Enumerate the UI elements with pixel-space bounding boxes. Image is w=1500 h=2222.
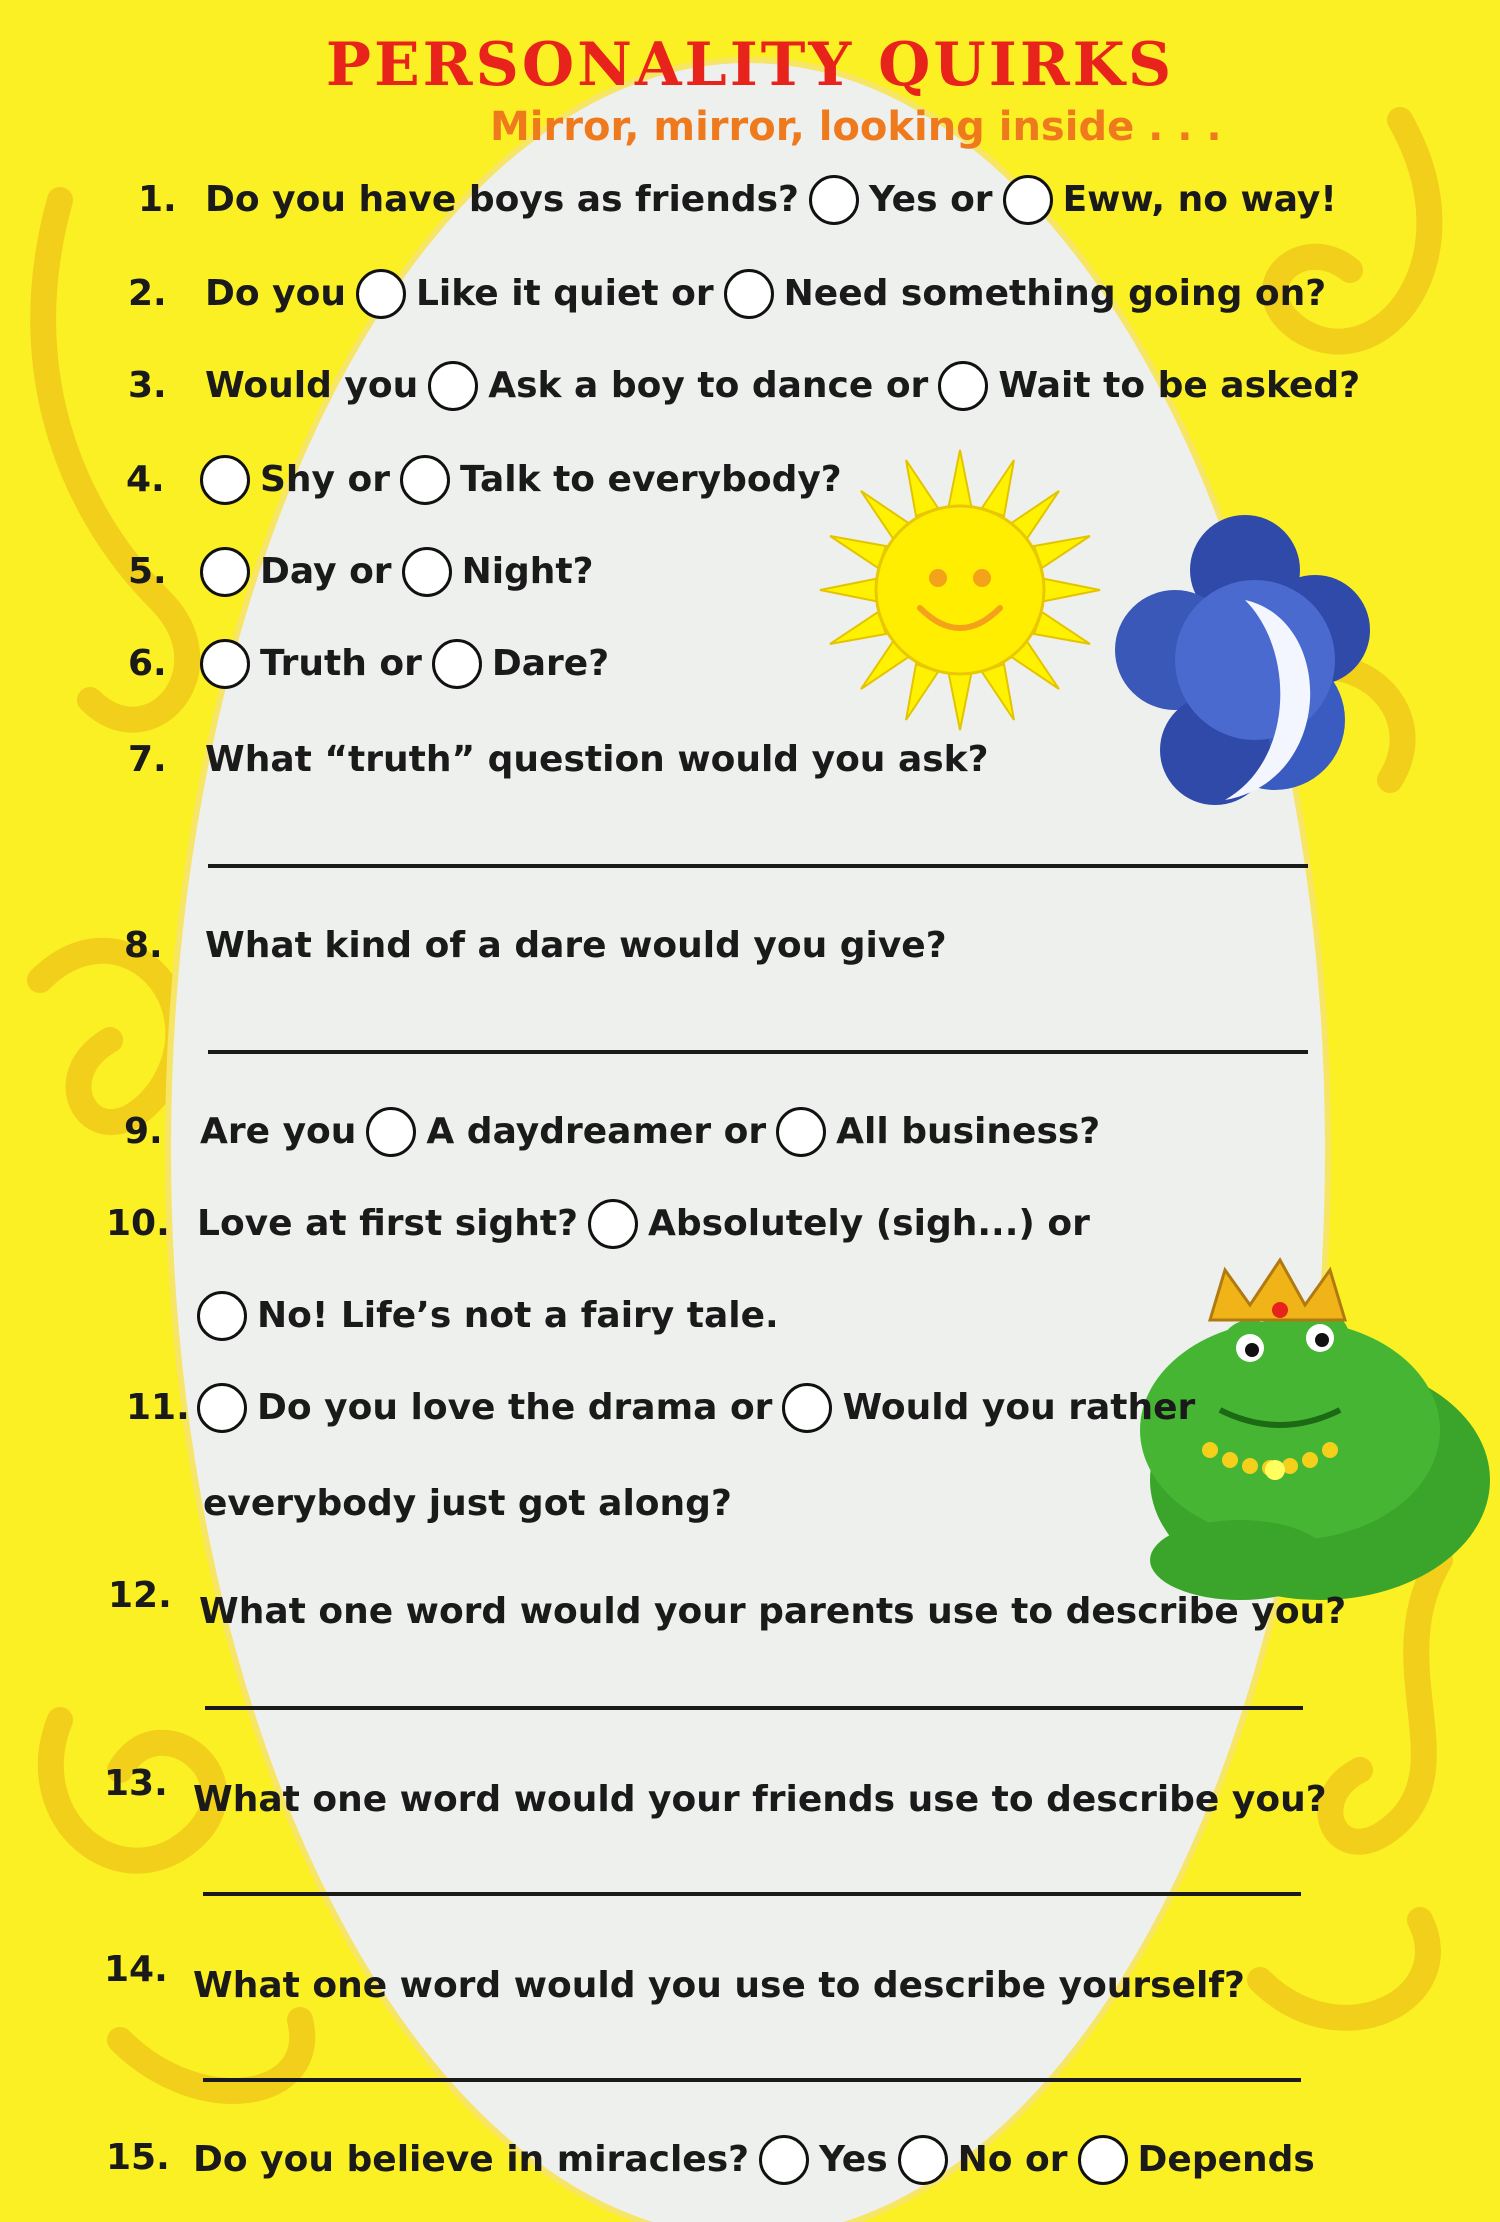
question-15 bbox=[193, 2132, 1315, 2188]
radio-no-way[interactable] bbox=[1003, 175, 1053, 225]
option-label: Yes or bbox=[868, 179, 993, 220]
radio-shy[interactable] bbox=[200, 455, 250, 505]
question-number: 8. bbox=[124, 925, 163, 966]
option-label: Like it quiet or bbox=[415, 273, 714, 314]
page-title: PERSONALITY QUIRKS bbox=[325, 30, 1175, 100]
question-10 bbox=[197, 1196, 1090, 1252]
radio-get-along[interactable] bbox=[782, 1383, 832, 1433]
question-text: Do you believe in miracles? bbox=[193, 2139, 750, 2180]
option-label: Absolutely (sigh...) or bbox=[648, 1203, 1090, 1244]
question-number: 7. bbox=[128, 739, 167, 780]
question-text: Do you bbox=[205, 273, 346, 314]
question-number: 4. bbox=[126, 459, 165, 500]
sun-icon bbox=[820, 450, 1100, 730]
option-label: Wait to be asked? bbox=[998, 365, 1361, 406]
radio-miracles-yes[interactable] bbox=[759, 2135, 809, 2185]
question-number: 11. bbox=[126, 1387, 190, 1428]
answer-line-7[interactable] bbox=[208, 864, 1308, 868]
option-label: No! Life’s not a fairy tale. bbox=[257, 1295, 779, 1336]
radio-love-drama[interactable] bbox=[197, 1383, 247, 1433]
answer-line-8[interactable] bbox=[208, 1050, 1308, 1054]
question-9 bbox=[200, 1104, 1100, 1160]
option-label: Would you rather bbox=[842, 1387, 1196, 1428]
option-label: Ask a boy to dance or bbox=[488, 365, 929, 406]
question-text: What “truth” question would you ask? bbox=[205, 739, 989, 780]
question-text: Would you bbox=[205, 365, 419, 406]
question-3 bbox=[205, 358, 1360, 414]
question-text: Are you bbox=[200, 1111, 357, 1152]
question-11-continued bbox=[203, 1476, 732, 1532]
question-text: Love at first sight? bbox=[197, 1203, 578, 1244]
page-subtitle: Mirror, mirror, looking inside . . . bbox=[490, 104, 1222, 150]
option-label: All business? bbox=[836, 1111, 1101, 1152]
question-2 bbox=[205, 266, 1326, 322]
question-1 bbox=[205, 172, 1337, 228]
question-number: 3. bbox=[128, 365, 167, 406]
radio-daydreamer[interactable] bbox=[366, 1107, 416, 1157]
question-number: 14. bbox=[104, 1949, 168, 1990]
question-8 bbox=[205, 918, 947, 974]
option-label: A daydreamer or bbox=[426, 1111, 767, 1152]
radio-absolutely[interactable] bbox=[588, 1199, 638, 1249]
question-text: What one word would your parents use to describe you? bbox=[199, 1591, 1347, 1632]
option-label: Shy or bbox=[260, 459, 391, 500]
question-text: What one word would your friends use to describe you? bbox=[193, 1779, 1327, 1820]
option-label: Depends bbox=[1137, 2139, 1315, 2180]
radio-talk[interactable] bbox=[400, 455, 450, 505]
question-number: 1. bbox=[138, 179, 177, 220]
radio-night[interactable] bbox=[402, 547, 452, 597]
option-label: Eww, no way! bbox=[1062, 179, 1337, 220]
radio-miracles-no[interactable] bbox=[898, 2135, 948, 2185]
question-11 bbox=[197, 1380, 1195, 1436]
question-6 bbox=[200, 636, 609, 692]
option-label: Dare? bbox=[491, 643, 610, 684]
option-label: Truth or bbox=[260, 643, 422, 684]
question-5 bbox=[200, 544, 594, 600]
question-text: Do you have boys as friends? bbox=[205, 179, 799, 220]
question-number: 13. bbox=[104, 1763, 168, 1804]
question-14 bbox=[193, 1958, 1245, 2014]
radio-all-business[interactable] bbox=[776, 1107, 826, 1157]
option-label: everybody just got along? bbox=[203, 1483, 732, 1524]
question-text: What kind of a dare would you give? bbox=[205, 925, 947, 966]
radio-dare[interactable] bbox=[432, 639, 482, 689]
question-number: 15. bbox=[106, 2137, 170, 2178]
answer-line-13[interactable] bbox=[203, 1892, 1301, 1896]
question-text: What one word would you use to describe yourself? bbox=[193, 1965, 1245, 2006]
radio-something-going-on[interactable] bbox=[724, 269, 774, 319]
question-number: 2. bbox=[128, 273, 167, 314]
option-label: Talk to everybody? bbox=[460, 459, 842, 500]
option-label: Need something going on? bbox=[783, 273, 1327, 314]
option-label: Do you love the drama or bbox=[257, 1387, 773, 1428]
question-number: 5. bbox=[128, 551, 167, 592]
question-number: 10. bbox=[106, 1203, 170, 1244]
question-number: 9. bbox=[124, 1111, 163, 1152]
radio-not-fairy-tale[interactable] bbox=[197, 1291, 247, 1341]
question-4 bbox=[200, 452, 842, 508]
question-13 bbox=[193, 1772, 1327, 1828]
option-label: No or bbox=[957, 2139, 1068, 2180]
question-12 bbox=[199, 1584, 1346, 1640]
question-10-continued bbox=[197, 1288, 779, 1344]
answer-line-14[interactable] bbox=[203, 2078, 1301, 2082]
radio-wait[interactable] bbox=[938, 361, 988, 411]
option-label: Day or bbox=[260, 551, 392, 592]
radio-miracles-depends[interactable] bbox=[1078, 2135, 1128, 2185]
question-number: 12. bbox=[108, 1575, 172, 1616]
radio-day[interactable] bbox=[200, 547, 250, 597]
radio-quiet[interactable] bbox=[356, 269, 406, 319]
radio-truth[interactable] bbox=[200, 639, 250, 689]
answer-line-12[interactable] bbox=[205, 1706, 1303, 1710]
option-label: Yes bbox=[819, 2139, 888, 2180]
radio-yes[interactable] bbox=[809, 175, 859, 225]
option-label: Night? bbox=[461, 551, 594, 592]
radio-ask-boy[interactable] bbox=[428, 361, 478, 411]
question-number: 6. bbox=[128, 643, 167, 684]
question-7 bbox=[205, 732, 989, 788]
